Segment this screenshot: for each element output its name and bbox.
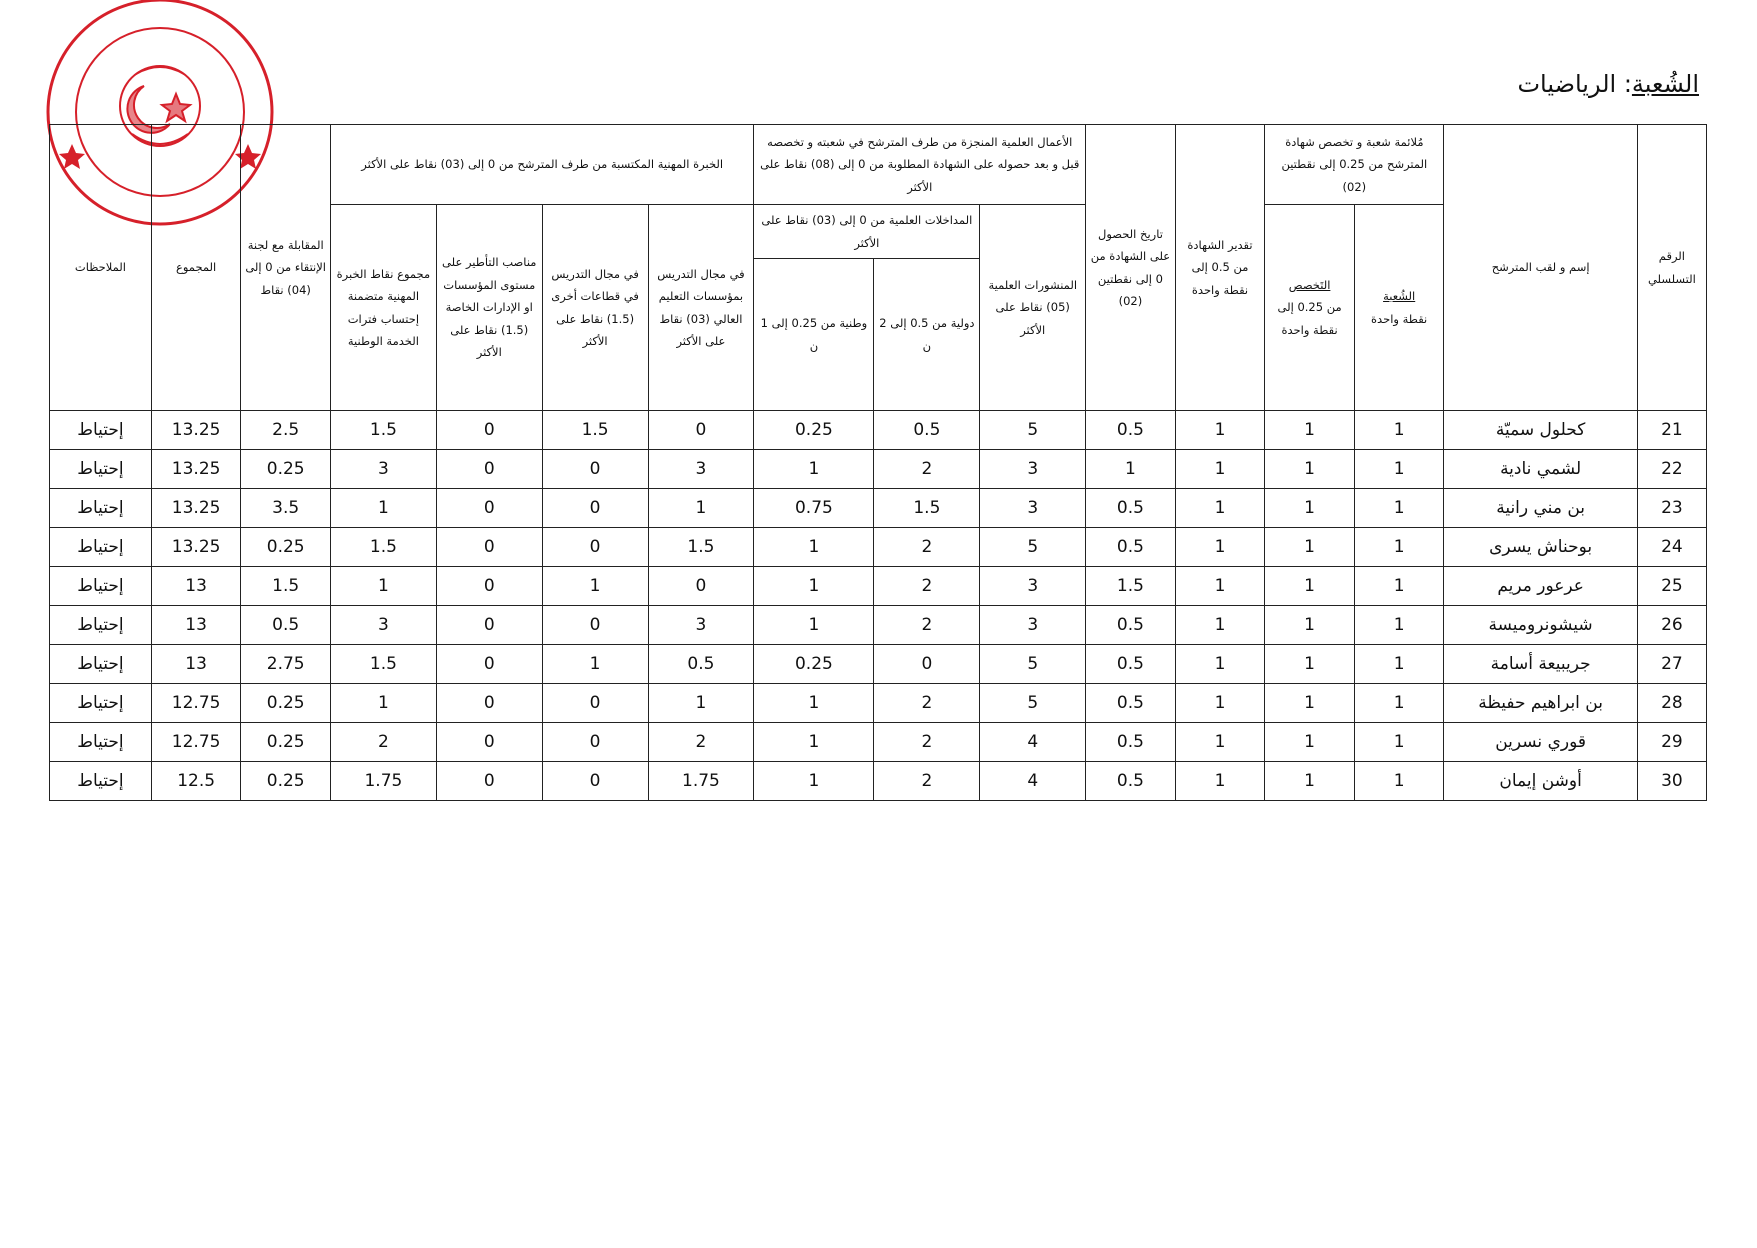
cell-talks-natl: 1 — [754, 723, 874, 762]
header-exp-higher: في مجال التدريس بمؤسسات التعليم العالي (03) نقاط على الأكثر — [648, 205, 754, 411]
cell-serial: 28 — [1637, 684, 1706, 723]
cell-fit-spec: 1 — [1265, 450, 1355, 489]
header-fit-spec-title: التَخصص — [1288, 277, 1331, 292]
cell-fit-spec: 1 — [1265, 723, 1355, 762]
cell-notes: إحتياط — [50, 684, 152, 723]
cell-exp-higher: 2 — [648, 723, 754, 762]
cell-serial: 27 — [1637, 645, 1706, 684]
cell-serial: 30 — [1637, 762, 1706, 801]
cell-exp-other: 0 — [542, 684, 648, 723]
cell-name: لشمي نادية — [1444, 450, 1637, 489]
table-row — [50, 762, 1707, 801]
cell-date: 0.5 — [1086, 645, 1176, 684]
cell-publications: 3 — [980, 606, 1086, 645]
header-publications: المنشورات العلمية (05) نقاط على الأكثر — [980, 205, 1086, 411]
cell-exp-admin: 0 — [436, 645, 542, 684]
cell-exp-higher: 1 — [648, 489, 754, 528]
cell-name: قوري نسرين — [1444, 723, 1637, 762]
cell-talks-intl: 1.5 — [874, 489, 980, 528]
cell-name: أوشن إيمان — [1444, 762, 1637, 801]
cell-exp-other: 1 — [542, 567, 648, 606]
table-row — [50, 450, 1707, 489]
cell-publications: 3 — [980, 567, 1086, 606]
cell-interview: 0.25 — [241, 684, 331, 723]
cell-exp-admin: 0 — [436, 450, 542, 489]
cell-exp-other: 0 — [542, 606, 648, 645]
header-fit-branch-title: الشُعبة — [1383, 289, 1416, 304]
title-separator: : — [1623, 70, 1632, 98]
header-serial: الرقم التسلسلي — [1637, 125, 1706, 411]
cell-total: 13.25 — [151, 528, 241, 567]
header-exp-admin: مناصب التأطير على مستوى المؤسسات او الإدارات الخاصة (1.5) نقاط على الأكثر — [436, 205, 542, 411]
cell-exp-admin: 0 — [436, 411, 542, 450]
cell-notes: إحتياط — [50, 762, 152, 801]
cell-fit-spec: 1 — [1265, 684, 1355, 723]
table-body — [50, 411, 1707, 801]
title-value: الرياضيات — [1517, 70, 1617, 98]
table-row — [50, 723, 1707, 762]
cell-exp-admin: 0 — [436, 723, 542, 762]
cell-serial: 29 — [1637, 723, 1706, 762]
header-name: إسم و لقب المترشح — [1444, 125, 1637, 411]
table-row — [50, 606, 1707, 645]
header-works-group: الأعمال العلمية المنجزة من طرف المترشح في شعبته و تخصصه قبل و بعد حصوله على الشهادة المطلوبة من 0 إلى (08) نقاط على الأكثر — [754, 125, 1086, 205]
cell-exp-higher: 0.5 — [648, 645, 754, 684]
cell-serial: 22 — [1637, 450, 1706, 489]
cell-serial: 25 — [1637, 567, 1706, 606]
cell-talks-natl: 1 — [754, 567, 874, 606]
header-grade: تقدير الشهادة من 0.5 إلى نقطة واحدة — [1175, 125, 1265, 411]
cell-exp-total: 1.75 — [330, 762, 436, 801]
cell-grade: 1 — [1175, 723, 1265, 762]
cell-grade: 1 — [1175, 411, 1265, 450]
header-notes: الملاحظات — [50, 125, 152, 411]
cell-fit-spec: 1 — [1265, 528, 1355, 567]
cell-notes: إحتياط — [50, 528, 152, 567]
cell-talks-intl: 2 — [874, 684, 980, 723]
cell-exp-total: 1.5 — [330, 645, 436, 684]
cell-exp-higher: 0 — [648, 567, 754, 606]
cell-grade: 1 — [1175, 450, 1265, 489]
cell-publications: 5 — [980, 528, 1086, 567]
cell-talks-natl: 1 — [754, 684, 874, 723]
cell-exp-admin: 0 — [436, 606, 542, 645]
cell-exp-higher: 1 — [648, 684, 754, 723]
cell-exp-higher: 3 — [648, 450, 754, 489]
cell-grade: 1 — [1175, 684, 1265, 723]
header-experience-group: الخبرة المهنية المكتسبة من طرف المترشح من 0 إلى (03) نقاط على الأكثر — [330, 125, 753, 205]
cell-fit-branch: 1 — [1354, 606, 1444, 645]
cell-notes: إحتياط — [50, 567, 152, 606]
cell-total: 12.5 — [151, 762, 241, 801]
cell-publications: 5 — [980, 411, 1086, 450]
cell-exp-other: 1 — [542, 645, 648, 684]
header-fit-spec-text: من 0.25 إلى نقطة واحدة — [1277, 300, 1342, 337]
table-row — [50, 489, 1707, 528]
cell-total: 13 — [151, 567, 241, 606]
cell-grade: 1 — [1175, 567, 1265, 606]
cell-exp-higher: 0 — [648, 411, 754, 450]
cell-talks-natl: 1 — [754, 528, 874, 567]
cell-total: 12.75 — [151, 723, 241, 762]
cell-exp-higher: 1.5 — [648, 528, 754, 567]
cell-interview: 3.5 — [241, 489, 331, 528]
header-fit-branch — [1354, 205, 1444, 411]
cell-exp-total: 2 — [330, 723, 436, 762]
header-exp-total: مجموع نقاط الخبرة المهنية متضمنة إحتساب فترات الخدمة الوطنية — [330, 205, 436, 411]
cell-serial: 21 — [1637, 411, 1706, 450]
cell-talks-intl: 2 — [874, 762, 980, 801]
cell-date: 0.5 — [1086, 762, 1176, 801]
cell-exp-total: 3 — [330, 450, 436, 489]
cell-talks-intl: 0.5 — [874, 411, 980, 450]
cell-talks-natl: 1 — [754, 606, 874, 645]
table-row — [50, 645, 1707, 684]
header-interview: المقابلة مع لجنة الإنتقاء من 0 إلى (04) نقاط — [241, 125, 331, 411]
cell-exp-admin: 0 — [436, 489, 542, 528]
cell-exp-total: 1 — [330, 489, 436, 528]
cell-grade: 1 — [1175, 528, 1265, 567]
cell-fit-spec: 1 — [1265, 606, 1355, 645]
cell-serial: 23 — [1637, 489, 1706, 528]
cell-fit-spec: 1 — [1265, 567, 1355, 606]
table-row — [50, 411, 1707, 450]
cell-notes: إحتياط — [50, 489, 152, 528]
cell-grade: 1 — [1175, 606, 1265, 645]
cell-fit-branch: 1 — [1354, 567, 1444, 606]
candidates-table — [49, 124, 1707, 801]
cell-talks-intl: 2 — [874, 723, 980, 762]
cell-exp-other: 0 — [542, 489, 648, 528]
cell-exp-other: 0 — [542, 528, 648, 567]
cell-interview: 2.5 — [241, 411, 331, 450]
table-header — [50, 125, 1707, 411]
cell-exp-total: 1 — [330, 567, 436, 606]
cell-date: 0.5 — [1086, 684, 1176, 723]
cell-exp-total: 1 — [330, 684, 436, 723]
cell-name: بوحناش يسرى — [1444, 528, 1637, 567]
cell-date: 1.5 — [1086, 567, 1176, 606]
cell-talks-natl: 1 — [754, 450, 874, 489]
cell-notes: إحتياط — [50, 645, 152, 684]
cell-name: كحلول سميّة — [1444, 411, 1637, 450]
cell-fit-branch: 1 — [1354, 528, 1444, 567]
cell-serial: 26 — [1637, 606, 1706, 645]
cell-exp-admin: 0 — [436, 528, 542, 567]
cell-total: 12.75 — [151, 684, 241, 723]
cell-exp-admin: 0 — [436, 762, 542, 801]
cell-fit-branch: 1 — [1354, 684, 1444, 723]
cell-talks-natl: 0.25 — [754, 411, 874, 450]
cell-publications: 5 — [980, 684, 1086, 723]
cell-interview: 0.5 — [241, 606, 331, 645]
cell-talks-natl: 0.75 — [754, 489, 874, 528]
page-title — [1517, 70, 1699, 98]
cell-exp-total: 1.5 — [330, 528, 436, 567]
table-row — [50, 528, 1707, 567]
table-row — [50, 567, 1707, 606]
cell-notes: إحتياط — [50, 450, 152, 489]
header-talks-intl: دولية من 0.5 إلى 2 ن — [874, 259, 980, 411]
cell-total: 13 — [151, 645, 241, 684]
cell-notes: إحتياط — [50, 723, 152, 762]
cell-date: 0.5 — [1086, 606, 1176, 645]
cell-grade: 1 — [1175, 762, 1265, 801]
cell-fit-spec: 1 — [1265, 645, 1355, 684]
cell-fit-branch: 1 — [1354, 411, 1444, 450]
cell-fit-branch: 1 — [1354, 450, 1444, 489]
cell-talks-natl: 1 — [754, 762, 874, 801]
cell-talks-intl: 2 — [874, 450, 980, 489]
cell-fit-spec: 1 — [1265, 762, 1355, 801]
cell-interview: 0.25 — [241, 528, 331, 567]
cell-fit-branch: 1 — [1354, 762, 1444, 801]
cell-total: 13.25 — [151, 411, 241, 450]
cell-name: شيشونروميسة — [1444, 606, 1637, 645]
cell-date: 0.5 — [1086, 528, 1176, 567]
cell-publications: 3 — [980, 489, 1086, 528]
cell-name: بن ابراهيم حفيظة — [1444, 684, 1637, 723]
cell-exp-admin: 0 — [436, 684, 542, 723]
header-date: تاريخ الحصول على الشهادة من 0 إلى نقطتين (02) — [1086, 125, 1176, 411]
cell-interview: 1.5 — [241, 567, 331, 606]
cell-publications: 4 — [980, 762, 1086, 801]
cell-exp-total: 3 — [330, 606, 436, 645]
cell-exp-other: 0 — [542, 762, 648, 801]
cell-interview: 0.25 — [241, 450, 331, 489]
cell-interview: 0.25 — [241, 723, 331, 762]
cell-date: 0.5 — [1086, 489, 1176, 528]
cell-exp-higher: 1.75 — [648, 762, 754, 801]
cell-name: عرعور مريم — [1444, 567, 1637, 606]
cell-talks-natl: 0.25 — [754, 645, 874, 684]
cell-exp-admin: 0 — [436, 567, 542, 606]
cell-fit-spec: 1 — [1265, 489, 1355, 528]
table-row — [50, 684, 1707, 723]
title-label: الشُعبة — [1631, 70, 1699, 98]
cell-notes: إحتياط — [50, 411, 152, 450]
cell-exp-total: 1.5 — [330, 411, 436, 450]
cell-exp-other: 0 — [542, 723, 648, 762]
cell-fit-branch: 1 — [1354, 723, 1444, 762]
cell-name: بن مني رانية — [1444, 489, 1637, 528]
cell-publications: 5 — [980, 645, 1086, 684]
cell-exp-other: 0 — [542, 450, 648, 489]
cell-talks-intl: 2 — [874, 606, 980, 645]
header-fit-group: مُلائمة شعبة و تخصص شهادة المترشح من 0.25 إلى نقطتين (02) — [1265, 125, 1444, 205]
cell-grade: 1 — [1175, 489, 1265, 528]
cell-fit-branch: 1 — [1354, 489, 1444, 528]
header-fit-spec — [1265, 205, 1355, 411]
cell-exp-higher: 3 — [648, 606, 754, 645]
cell-talks-intl: 0 — [874, 645, 980, 684]
cell-total: 13.25 — [151, 489, 241, 528]
cell-fit-spec: 1 — [1265, 411, 1355, 450]
cell-date: 0.5 — [1086, 411, 1176, 450]
cell-talks-intl: 2 — [874, 567, 980, 606]
header-fit-branch-text: نقطة واحدة — [1371, 311, 1428, 326]
cell-total: 13.25 — [151, 450, 241, 489]
cell-interview: 0.25 — [241, 762, 331, 801]
cell-talks-intl: 2 — [874, 528, 980, 567]
cell-exp-other: 1.5 — [542, 411, 648, 450]
cell-date: 0.5 — [1086, 723, 1176, 762]
cell-date: 1 — [1086, 450, 1176, 489]
header-exp-other: في مجال التدريس في قطاعات أخرى (1.5) نقاط على الأكثر — [542, 205, 648, 411]
header-total: المجموع — [151, 125, 241, 411]
cell-grade: 1 — [1175, 645, 1265, 684]
cell-fit-branch: 1 — [1354, 645, 1444, 684]
header-talks-group: المداخلات العلمية من 0 إلى (03) نقاط على الأكثر — [754, 205, 980, 259]
cell-publications: 3 — [980, 450, 1086, 489]
cell-total: 13 — [151, 606, 241, 645]
cell-publications: 4 — [980, 723, 1086, 762]
cell-name: جريبيعة أسامة — [1444, 645, 1637, 684]
cell-serial: 24 — [1637, 528, 1706, 567]
cell-interview: 2.75 — [241, 645, 331, 684]
cell-notes: إحتياط — [50, 606, 152, 645]
header-talks-natl: وطنية من 0.25 إلى 1 ن — [754, 259, 874, 411]
